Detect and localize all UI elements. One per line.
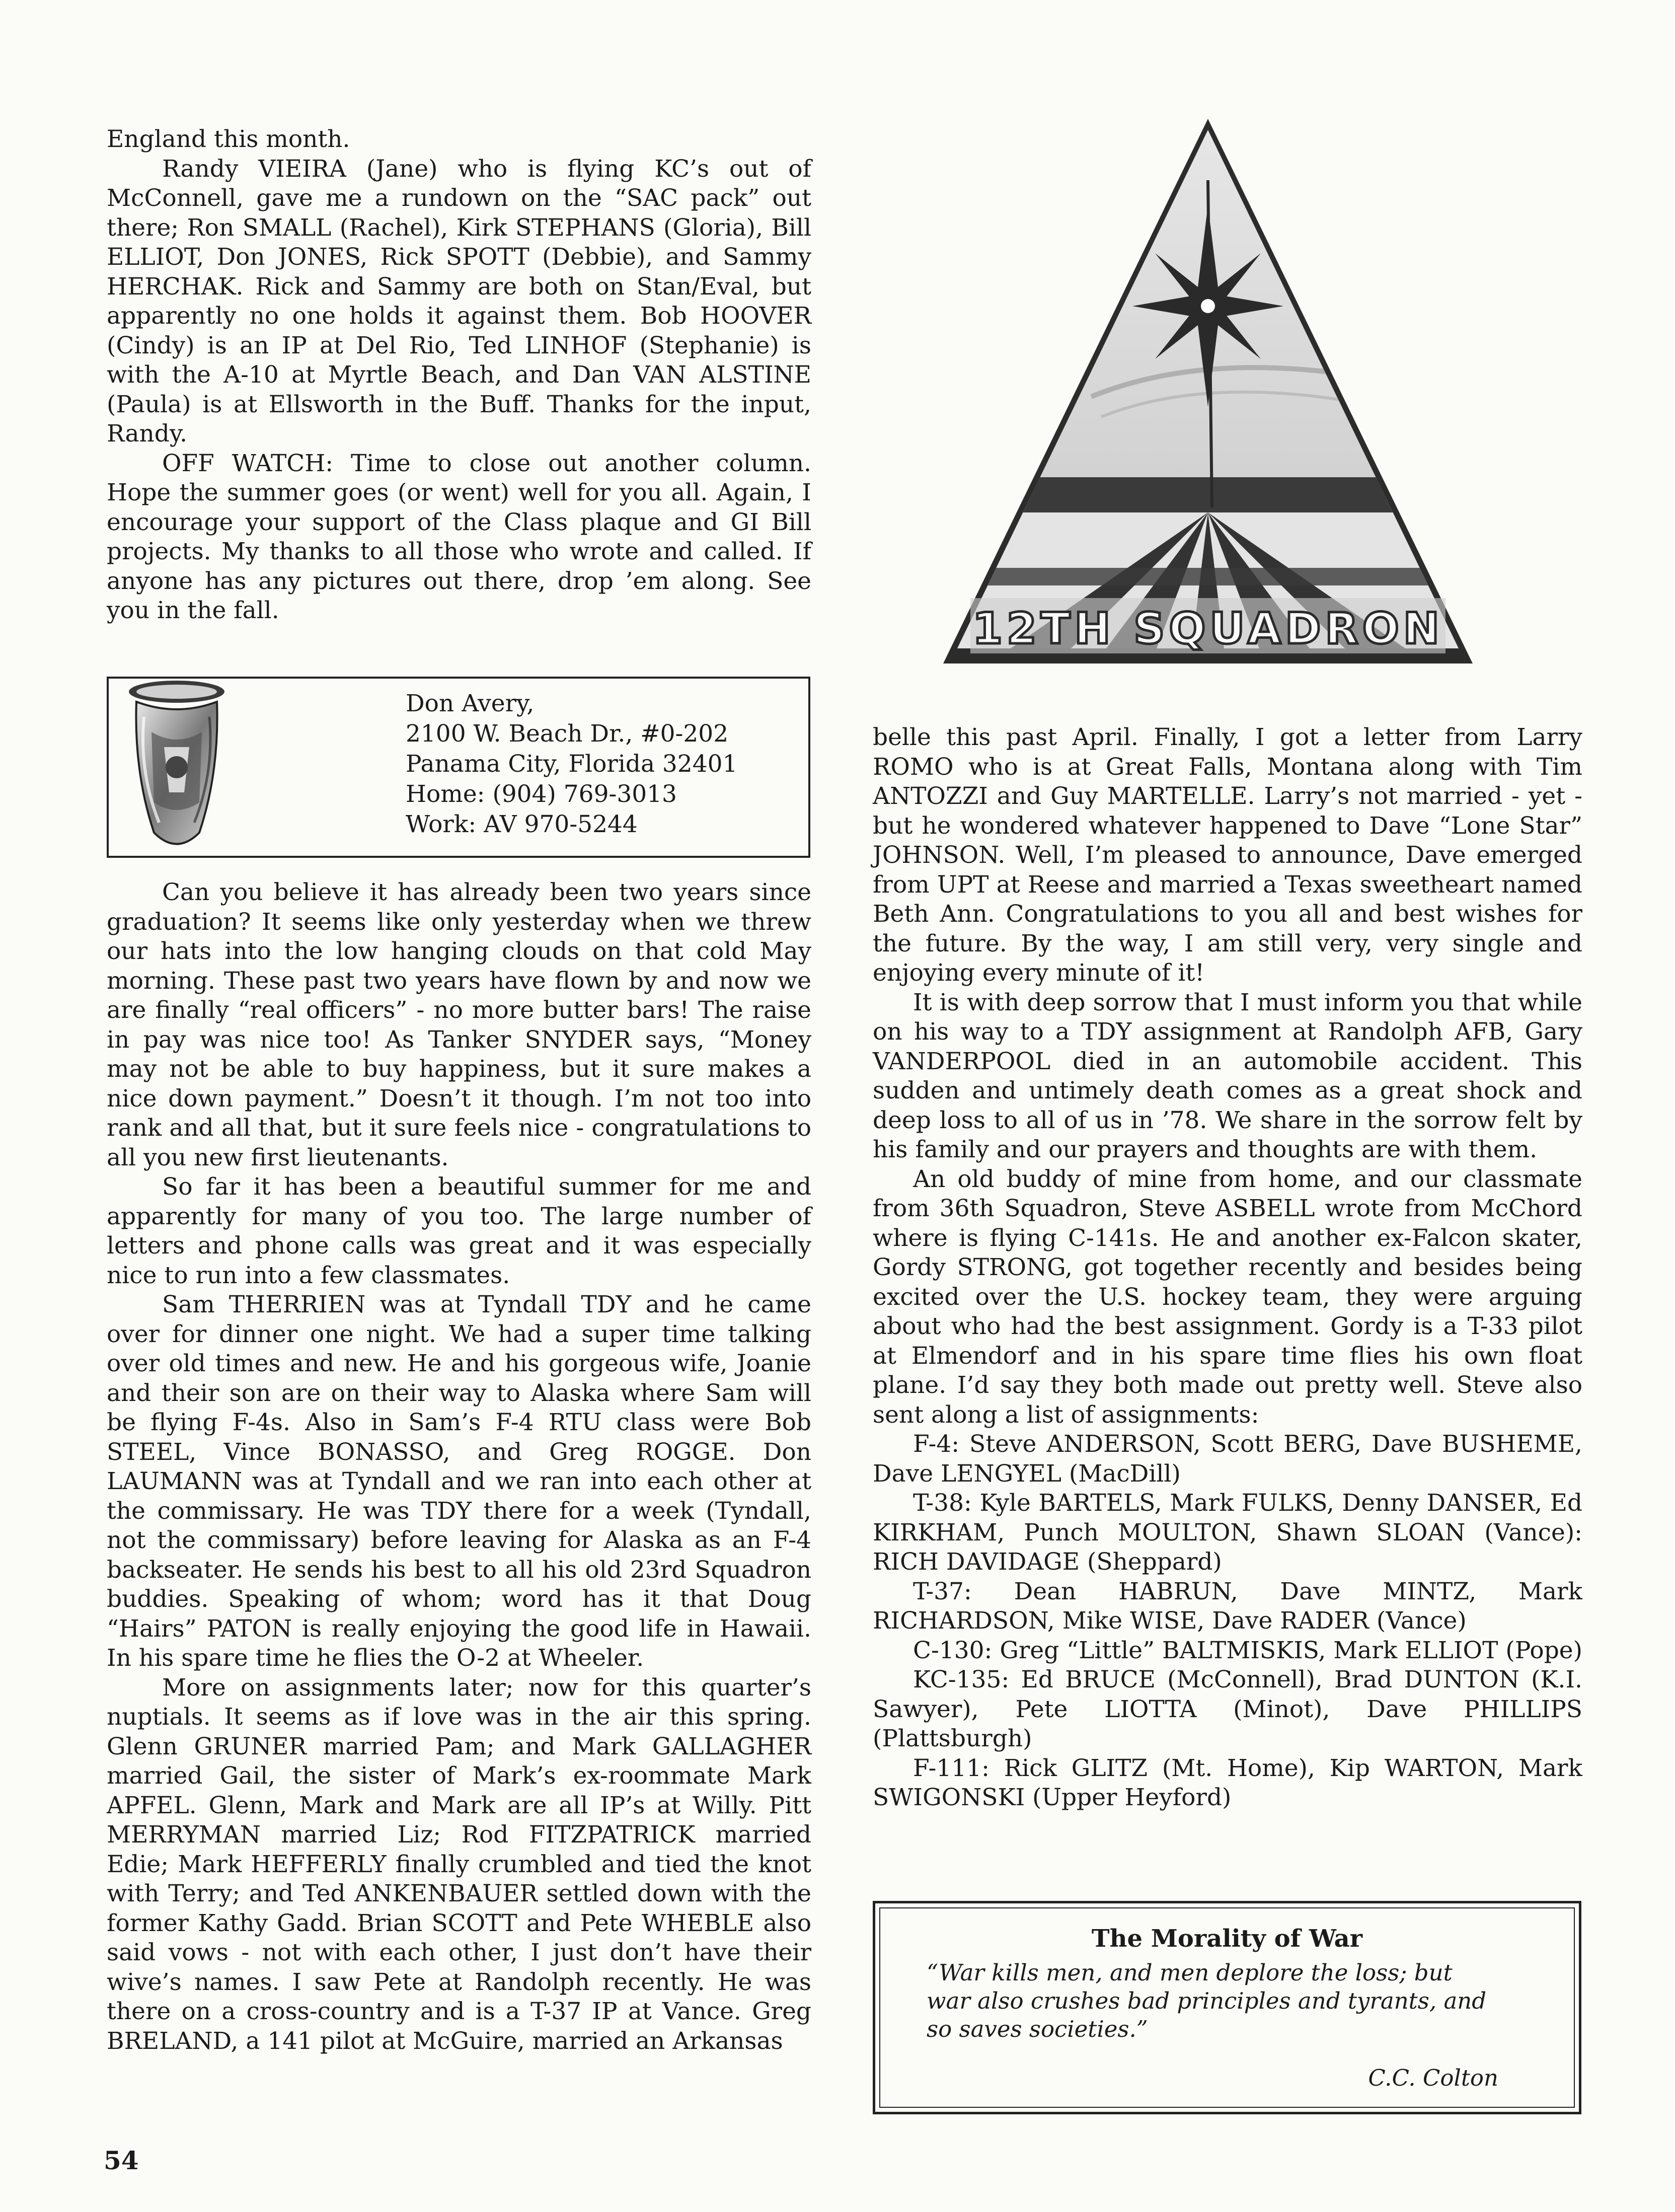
patch-label: 12TH SQUADRON — [972, 604, 1443, 654]
paragraph: So far it has been a beautiful summer for me and apparently for many of you too. The large number of letters and phone calls was great and it was especially nice to run into a few classmates. — [107, 1173, 811, 1289]
paragraph: England this month. — [107, 125, 350, 153]
paragraph: belle this past April. Finally, I got a letter from Larry ROMO who is at Great Falls, Montana along with Tim ANTOZZI and Guy MARTELLE. Larry’s not married - yet - but he wondered whatever happened to Dave “Lone Star” JOHNSON. Well, I’m pleased to announce, Dave emerged from UPT at Reese and married a Texas sweetheart named Beth Ann. Congratulations to you all and best wishes for the future. By the way, I am still very, very single and enjoying every minute of it! — [873, 723, 1582, 987]
quote-author: C.C. Colton — [1368, 2064, 1498, 2091]
contact-street: 2100 W. Beach Dr., #0-202 — [406, 720, 729, 748]
contact-city: Panama City, Florida 32401 — [406, 750, 738, 778]
class-ring-image — [124, 672, 230, 858]
quote-box-inner-border — [879, 1907, 1575, 2108]
paragraph: OFF WATCH: Time to close out another column. Hope the summer goes (or went) well for you all. Again, I encourage your support of the Class plaque and GI Bill projects. My thanks to all those who wrote and called. If anyone has any pictures out there, drop ’em along. See you in the fall. — [107, 449, 811, 624]
contact-work-phone: Work: AV 970-5244 — [406, 810, 638, 838]
contact-home-phone: Home: (904) 769-3013 — [406, 780, 677, 808]
paragraph: Randy VIEIRA (Jane) who is flying KC’s out of McConnell, gave me a rundown on the “SAC pack” out there; Ron SMALL (Rachel), Kirk STEPHANS (Gloria), Bill ELLIOT, Don JONES, Rick SPOTT (Debbie), and Sammy HERCHAK. Rick and Sammy are both on Stan/Eval, but apparently no one holds it against them. Bob HOOVER (Cindy) is an IP at Del Rio, Ted LINHOF (Stephanie) is with the A-10 at Myrtle Beach, and Dan VAN ALSTINE (Paula) is at Ellsworth in the Buff. Thanks for the input, Randy. — [107, 155, 811, 448]
quote-title: The Morality of War — [1091, 1925, 1363, 1953]
right-column — [873, 723, 1582, 1813]
assignment-entry: KC-135: Ed BRUCE (McConnell), Brad DUNTON (K.I. Sawyer), Pete LIOTTA (Minot), Dave PHILLIPS (Plattsburgh) — [873, 1666, 1582, 1752]
contact-address — [406, 689, 737, 840]
assignment-entry: F-4: Steve ANDERSON, Scott BERG, Dave BUSHEME, Dave LENGYEL (MacDill) — [873, 1430, 1582, 1488]
address-box — [107, 677, 810, 858]
quote-box — [873, 1901, 1581, 2114]
contact-name: Don Avery, — [406, 690, 535, 717]
paragraph: More on assignments later; now for this quarter’s nuptials. It seems as if love was in the air this spring. Glenn GRUNER married Pam; and Mark GALLAGHER married Gail, the sister of Mark’s ex-roommate Mark APFEL. Glenn, Mark and Mark are all IP’s at Willy. Pitt MERRYMAN married Liz; Rod FITZPATRICK married Edie; Mark HEFFERLY finally crumbled and tied the knot with Terry; and Ted ANKENBAUER settled down with the former Kathy Gadd. Brian SCOTT and Pete WHEBLE also said vows - not with each other, I just don’t have their wive’s names. I saw Pete at Randolph recently. He was there on a cross-country and is a T-37 IP at Vance. Greg BRELAND, a 141 pilot at McGuire, married an Arkansas — [107, 1673, 811, 2055]
assignment-entry: T-37: Dean HABRUN, Dave MINTZ, Mark RICHARDSON, Mike WISE, Dave RADER (Vance) — [873, 1577, 1582, 1635]
paragraph: Sam THERRIEN was at Tyndall TDY and he came over for dinner one night. We had a super time talking over old times and new. He and his gorgeous wife, Joanie and their son are on their way to Alaska where Sam will be flying F-4s. Also in Sam’s F-4 RTU class were Bob STEEL, Vince BONASSO, and Greg ROGGE. Don LAUMANN was at Tyndall and we ran into each other at the commissary. He was TDY there for a week (Tyndall, not the commissary) before leaving for Alaska as an F-4 backseater. He sends his best to all his old 23rd Squadron buddies. Speaking of whom; word has it that Doug “Hairs” PATON is really enjoying the good life in Hawaii. In his spare time he flies the O-2 at Wheeler. — [107, 1291, 811, 1672]
paragraph: Can you believe it has already been two years since graduation? It seems like only yesterday when we threw our hats into the low hanging clouds on that cold May morning. These past two years have flown by and now we are finally “real officers” - no more butter bars! The raise in pay was nice too! As Tanker SNYDER says, “Money may not be able to buy happiness, but it sure makes a nice down payment.” Doesn’t it though. I’m not too into rank and all that, but it sure feels nice - congratulations to all you new first lieutenants. — [107, 878, 811, 1171]
left-column-top — [107, 125, 811, 626]
paragraph: An old buddy of mine from home, and our classmate from 36th Squadron, Steve ASBELL wrote from McChord where is flying C-141s. He and another ex-Falcon skater, Gordy STRONG, got together recently and besides being excited over the U.S. hockey team, they were arguing about who had the best assignment. Gordy is a T-33 pilot at Elmendorf and in his spare time flies his own float plane. I’d say they both made out pretty well. Steve also sent along a list of assignments: — [873, 1165, 1582, 1429]
assignment-entry: F-111: Rick GLITZ (Mt. Home), Kip WARTON, Mark SWIGONSKI (Upper Heyford) — [873, 1754, 1582, 1811]
squadron-patch-image — [940, 115, 1476, 684]
assignment-entry: C-130: Greg “Little” BALTMISKIS, Mark ELLIOT (Pope) — [913, 1636, 1582, 1664]
paragraph: It is with deep sorrow that I must inform you that while on his way to a TDY assignment at Randolph AFB, Gary VANDERPOOL died in an automobile accident. This sudden and untimely death comes as a great shock and deep loss to all of us in ’78. We share in the sorrow felt by his family and our prayers and thoughts are with them. — [873, 988, 1582, 1163]
page-number: 54 — [104, 2146, 139, 2175]
assignment-entry: T-38: Kyle BARTELS, Mark FULKS, Denny DANSER, Ed KIRKHAM, Punch MOULTON, Shawn SLOAN (Vance): RICH DAVIDAGE (Sheppard) — [873, 1489, 1582, 1576]
left-column-bottom — [107, 878, 811, 2056]
quote-text: “War kills men, and men deplore the loss; but war also crushes bad principles and tyrants, and so saves societies.” — [927, 1959, 1487, 2042]
